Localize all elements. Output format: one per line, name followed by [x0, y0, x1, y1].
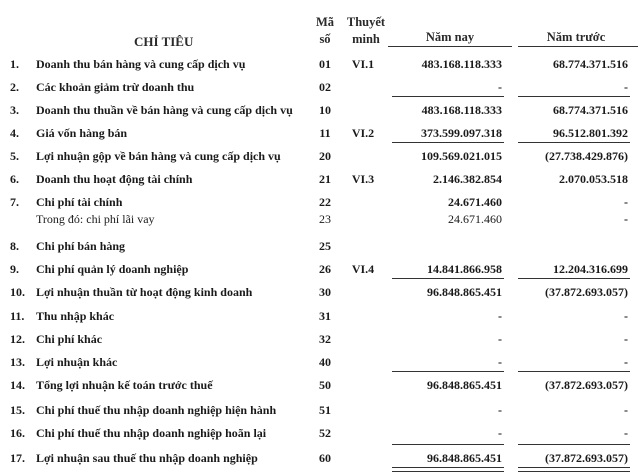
row-code: 01: [319, 57, 331, 71]
current-year-value: -: [498, 355, 502, 369]
row-code: 25: [319, 239, 331, 253]
table-row: [0, 102, 640, 118]
previous-year-value: (27.738.429.876): [545, 149, 628, 163]
previous-year-value: (37.872.693.057): [545, 285, 628, 299]
header-underline-current: [388, 46, 512, 47]
row-label: Chi phí tài chính: [36, 195, 123, 209]
table-row: [0, 238, 640, 254]
column-header-note: [340, 14, 392, 48]
row-label: Lợi nhuận gộp về bán hàng và cung cấp dịch vụ: [36, 149, 281, 163]
row-label: Doanh thu thuần về bán hàng và cung cấp dịch vụ: [36, 103, 293, 117]
subtotal-rule: [392, 444, 504, 445]
previous-year-value: -: [624, 80, 628, 94]
note-header-line1: Thuyết: [346, 15, 386, 29]
row-number: 9.: [10, 262, 19, 276]
subtotal-rule: [518, 96, 630, 97]
table-row: [0, 261, 640, 277]
subtotal-rule: [392, 96, 504, 97]
row-code: 20: [319, 149, 331, 163]
current-year-value: 483.168.118.333: [421, 57, 502, 71]
previous-year-value: -: [624, 426, 628, 440]
subtotal-rule: [518, 444, 630, 445]
current-year-value: -: [498, 426, 502, 440]
row-code: 32: [319, 332, 331, 346]
double-underline: [392, 467, 504, 472]
row-code: 51: [319, 403, 331, 417]
table-row: [0, 450, 640, 466]
table-row: [0, 284, 640, 300]
current-year-value: 2.146.382.854: [433, 172, 502, 186]
previous-year-value: -: [624, 332, 628, 346]
row-number: 15.: [10, 403, 25, 417]
previous-year-value: -: [624, 355, 628, 369]
table-row: [0, 211, 640, 227]
double-underline: [518, 467, 630, 472]
row-number: 17.: [10, 451, 25, 465]
row-note: VI.1: [351, 57, 375, 71]
current-year-value: 14.841.866.958: [427, 262, 502, 276]
current-year-value: 109.569.021.015: [421, 149, 502, 163]
current-year-value: 24.671.460: [448, 195, 502, 209]
row-code: 22: [319, 195, 331, 209]
row-code: 11: [319, 126, 331, 140]
current-year-value: 373.599.097.318: [421, 126, 502, 140]
current-year-value: 483.168.118.333: [421, 103, 502, 117]
row-code: 60: [319, 451, 331, 465]
row-code: 02: [319, 80, 331, 94]
current-year-value: 96.848.865.451: [427, 285, 502, 299]
row-label: Doanh thu hoạt động tài chính: [36, 172, 193, 186]
current-year-value: -: [498, 403, 502, 417]
row-number: 6.: [10, 172, 19, 186]
subtotal-rule: [518, 278, 630, 279]
row-code: 31: [319, 309, 331, 323]
code-header-line2: số: [319, 32, 331, 46]
row-code: 40: [319, 355, 331, 369]
column-header-indicator: CHỈ TIÊU: [134, 34, 194, 49]
row-code: 10: [319, 103, 331, 117]
table-row: [0, 125, 640, 141]
row-number: 10.: [10, 285, 25, 299]
row-number: 12.: [10, 332, 25, 346]
current-year-value: -: [498, 80, 502, 94]
row-label: Lợi nhuận sau thuế thu nhập doanh nghiệp: [36, 451, 258, 465]
table-row: [0, 148, 640, 164]
previous-year-value: -: [624, 309, 628, 323]
table-row: [0, 354, 640, 370]
row-label: Chi phí quản lý doanh nghiệp: [36, 262, 189, 276]
subtotal-rule: [518, 371, 630, 372]
row-code: 30: [319, 285, 331, 299]
row-number: 14.: [10, 378, 25, 392]
current-year-value: 96.848.865.451: [427, 451, 502, 465]
row-note: VI.3: [351, 172, 375, 186]
note-header-line2: minh: [352, 32, 380, 46]
table-row: [0, 171, 640, 187]
row-number: 3.: [10, 103, 19, 117]
row-number: 2.: [10, 80, 19, 94]
previous-year-value: (37.872.693.057): [545, 378, 628, 392]
previous-year-value: -: [624, 195, 628, 209]
current-year-value: -: [498, 332, 502, 346]
table-row: [0, 377, 640, 393]
column-header-current-year: Năm nay: [425, 30, 475, 44]
row-number: 7.: [10, 195, 19, 209]
previous-year-value: -: [624, 212, 628, 226]
previous-year-value: 12.204.316.699: [553, 262, 628, 276]
row-label: Chi phí thuế thu nhập doanh nghiệp hiện hành: [36, 403, 277, 417]
column-header-code: [313, 14, 337, 48]
row-number: 11.: [10, 309, 25, 323]
table-row: [0, 331, 640, 347]
row-label: Doanh thu bán hàng và cung cấp dịch vụ: [36, 57, 246, 71]
row-code: 21: [319, 172, 331, 186]
previous-year-value: (37.872.693.057): [545, 451, 628, 465]
header-underline-previous: [518, 46, 638, 47]
row-code: 52: [319, 426, 331, 440]
row-note: VI.2: [351, 126, 375, 140]
row-label: Các khoản giảm trừ doanh thu: [36, 80, 195, 94]
previous-year-value: 68.774.371.516: [553, 103, 628, 117]
table-row: [0, 308, 640, 324]
row-label: Lợi nhuận khác: [36, 355, 118, 369]
row-label: Chi phí thuế thu nhập doanh nghiệp hoãn lại: [36, 426, 267, 440]
row-number: 8.: [10, 239, 19, 253]
subtotal-rule: [392, 142, 504, 143]
row-note: VI.4: [351, 262, 375, 276]
subtotal-rule: [392, 278, 504, 279]
previous-year-value: 96.512.801.392: [553, 126, 628, 140]
row-number: 13.: [10, 355, 25, 369]
row-label: Thu nhập khác: [36, 309, 115, 323]
current-year-value: -: [498, 309, 502, 323]
row-number: 16.: [10, 426, 25, 440]
row-number: 1.: [10, 57, 19, 71]
previous-year-value: -: [624, 403, 628, 417]
row-number: 5.: [10, 149, 19, 163]
table-row: [0, 56, 640, 72]
row-number: 4.: [10, 126, 19, 140]
previous-year-value: 68.774.371.516: [553, 57, 628, 71]
row-label: Chi phí bán hàng: [36, 239, 126, 253]
row-label: Giá vốn hàng bán: [36, 126, 128, 140]
row-code: 50: [319, 378, 331, 392]
table-row: [0, 425, 640, 441]
table-row: [0, 402, 640, 418]
row-code: 26: [319, 262, 331, 276]
column-header-previous-year: Năm trước: [546, 30, 606, 44]
subtotal-rule: [518, 142, 630, 143]
row-label: Lợi nhuận thuần từ hoạt động kinh doanh: [36, 285, 253, 299]
code-header-line1: Mã: [315, 15, 335, 29]
subtotal-rule: [392, 371, 504, 372]
previous-year-value: 2.070.053.518: [559, 172, 628, 186]
row-label: Trong đó: chi phí lãi vay: [36, 212, 155, 226]
row-label: Chi phí khác: [36, 332, 103, 346]
row-label: Tổng lợi nhuận kế toán trước thuế: [36, 378, 213, 392]
current-year-value: 96.848.865.451: [427, 378, 502, 392]
current-year-value: 24.671.460: [448, 212, 502, 226]
row-code: 23: [319, 212, 331, 226]
table-row: [0, 194, 640, 210]
table-row: [0, 79, 640, 95]
